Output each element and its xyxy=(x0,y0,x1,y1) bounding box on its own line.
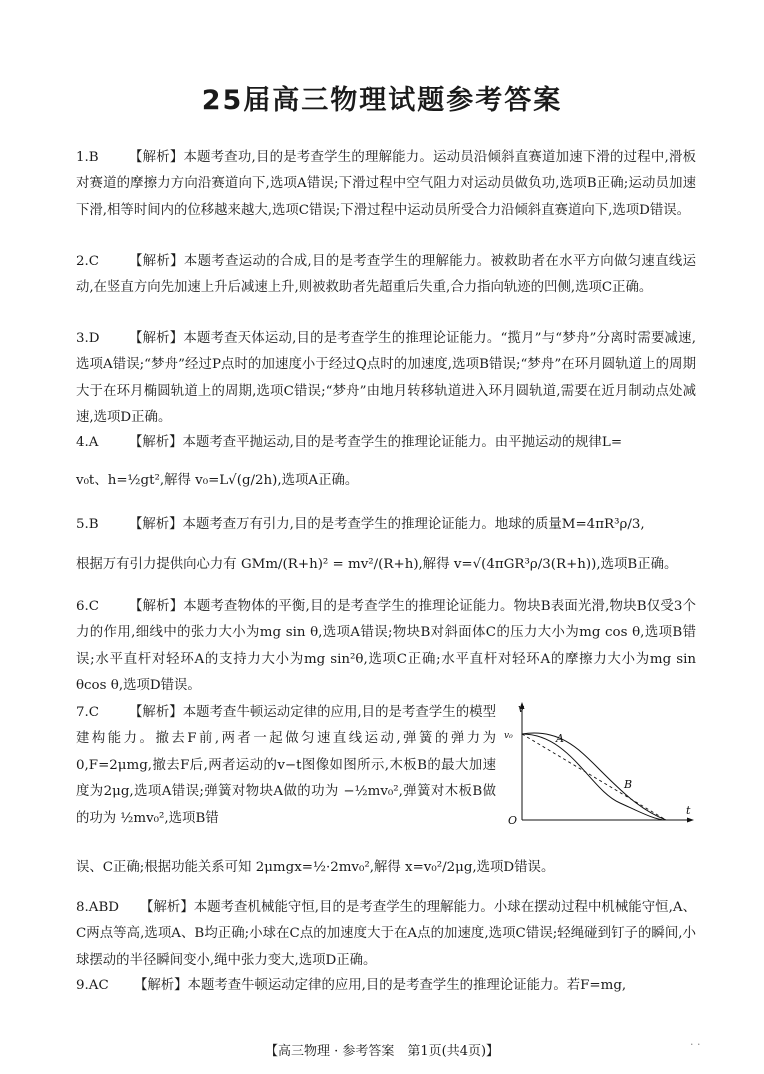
x-axis-arrow xyxy=(687,818,694,823)
answer-text: 【解析】本题考查功,目的是考查学生的理解能力。运动员沿倾斜直赛道加速下滑的过程中,滑板对赛道的摩擦力方向沿赛道向下,选项A错误;下滑过程中空气阻力对运动员做负功,选项B正确;运动员加速下滑,相等时间内的位移越来越大,选项C错误;下滑过程中运动员所受合力沿倾斜直赛道向下,选项D错误。 xyxy=(76,150,696,218)
answer-item xyxy=(76,973,696,999)
answer-formula-line: 根据万有引力提供向心力有 GMm/(R+h)² = mv²/(R+h),解得 v=√(4πGR³ρ/3(R+h)),选项B正确。 xyxy=(76,557,678,573)
answer-text: 【解析】本题考查机械能守恒,目的是考查学生的理解能力。小球在摆动过程中机械能守恒,A、C两点等高,选项A、B均正确;小球在C点的加速度大于在A点的加速度,选项C错误;轻绳碰到钉子的瞬间,小球摆动的半径瞬间变小,绳中张力变大,选项D正确。 xyxy=(76,900,696,968)
curve-upper xyxy=(522,733,666,820)
answer-number: 6.C xyxy=(76,599,100,614)
answer-number: 1.B xyxy=(76,150,99,165)
page-footer: 【高三物理 · 参考答案 第1页(共4页)】 xyxy=(264,1044,500,1059)
answer-item xyxy=(76,145,696,224)
answer-number: 7.C xyxy=(76,705,100,720)
answer-text: 【解析】本题考查物体的平衡,目的是考查学生的推理论证能力。物块B表面光滑,物块B仅受3个力的作用,细线中的张力大小为mg sin θ,选项A错误;物块B对斜面体C的压力大小为mg cos θ,选项B错误;水平直杆对轻环A的支持力大小为mg sin²θ,选项C正确;水平直杆对轻环A的摩擦力大小为mg sin θcos θ,选项D错误。 xyxy=(76,599,696,694)
answer-item xyxy=(76,512,696,579)
answer-continuation xyxy=(76,855,696,881)
answer-text: 【解析】本题考查牛顿运动定律的应用,目的是考查学生的推理论证能力。若F=mg, xyxy=(134,978,627,993)
answer-number: 8.ABD xyxy=(76,900,120,915)
answer-item xyxy=(76,700,496,832)
answer-number: 4.A xyxy=(76,435,99,450)
v0-label: v₀ xyxy=(504,731,513,741)
page-title: 25届高三物理试题参考答案 xyxy=(201,85,563,116)
answer-item xyxy=(76,594,696,700)
answer-number: 2.C xyxy=(76,254,100,269)
answer-text: 【解析】本题考查万有引力,目的是考查学生的推理论证能力。地球的质量M=4πR³ρ/3, xyxy=(129,517,645,532)
answer-text: 【解析】本题考查运动的合成,目的是考查学生的理解能力。被救助者在水平方向做匀速直线运动,在竖直方向先加速上升后减速上升,则被救助者先超重后失重,合力指向轨迹的凹侧,选项C正确。 xyxy=(76,254,696,296)
y-axis-label: v xyxy=(518,702,525,715)
vt-graph xyxy=(500,700,700,830)
answer-item xyxy=(76,895,696,974)
origin-label: O xyxy=(508,814,518,827)
answer-number: 9.AC xyxy=(76,978,109,993)
corner-mark: · · xyxy=(690,1038,701,1051)
answer-item xyxy=(76,249,696,302)
answer-text: 【解析】本题考查天体运动,目的是考查学生的推理论证能力。“揽月”与“梦舟”分离时需要减速,选项A错误;“梦舟”经过P点时的加速度小于经过Q点时的加速度,选项B错误;“梦舟”在环月圆轨道上的周期大于在环月椭圆轨道上的周期,选项C错误;“梦舟”由地月转移轨道进入环月圆轨道,需要在近月制动点处减速,选项D正确。 xyxy=(76,331,696,426)
dashed-line xyxy=(522,734,666,820)
answer-number: 3.D xyxy=(76,331,100,346)
answer-item xyxy=(76,326,696,432)
answer-formula-line: v₀t、h=½gt²,解得 v₀=L√(g/2h),选项A正确。 xyxy=(76,473,359,489)
answer-item xyxy=(76,430,696,495)
curve-b-label: B xyxy=(624,778,633,791)
answer-text: 【解析】本题考查平抛运动,目的是考查学生的推理论证能力。由平抛运动的规律L= xyxy=(129,435,623,450)
curve-a-label: A xyxy=(556,732,564,745)
answer-number: 5.B xyxy=(76,517,99,532)
answer-text: 【解析】本题考查牛顿运动定律的应用,目的是考查学生的模型建构能力。撤去F前,两者一起做匀速直线运动,弹簧的弹力为0,F=2μmg,撤去F后,两者运动的v−t图像如图所示,木板B的最大加速度为2μg,选项A错误;弹簧对物块A做的功为 −½mv₀²,弹簧对木板B做的功为 ½mv₀²,选项B错 xyxy=(76,705,496,826)
x-axis-label: t xyxy=(686,804,691,817)
answer-formula-line: 误、C正确;根据功能关系可知 2μmgx=½·2mv₀²,解得 x=v₀²/2μg,选项D错误。 xyxy=(76,860,555,875)
